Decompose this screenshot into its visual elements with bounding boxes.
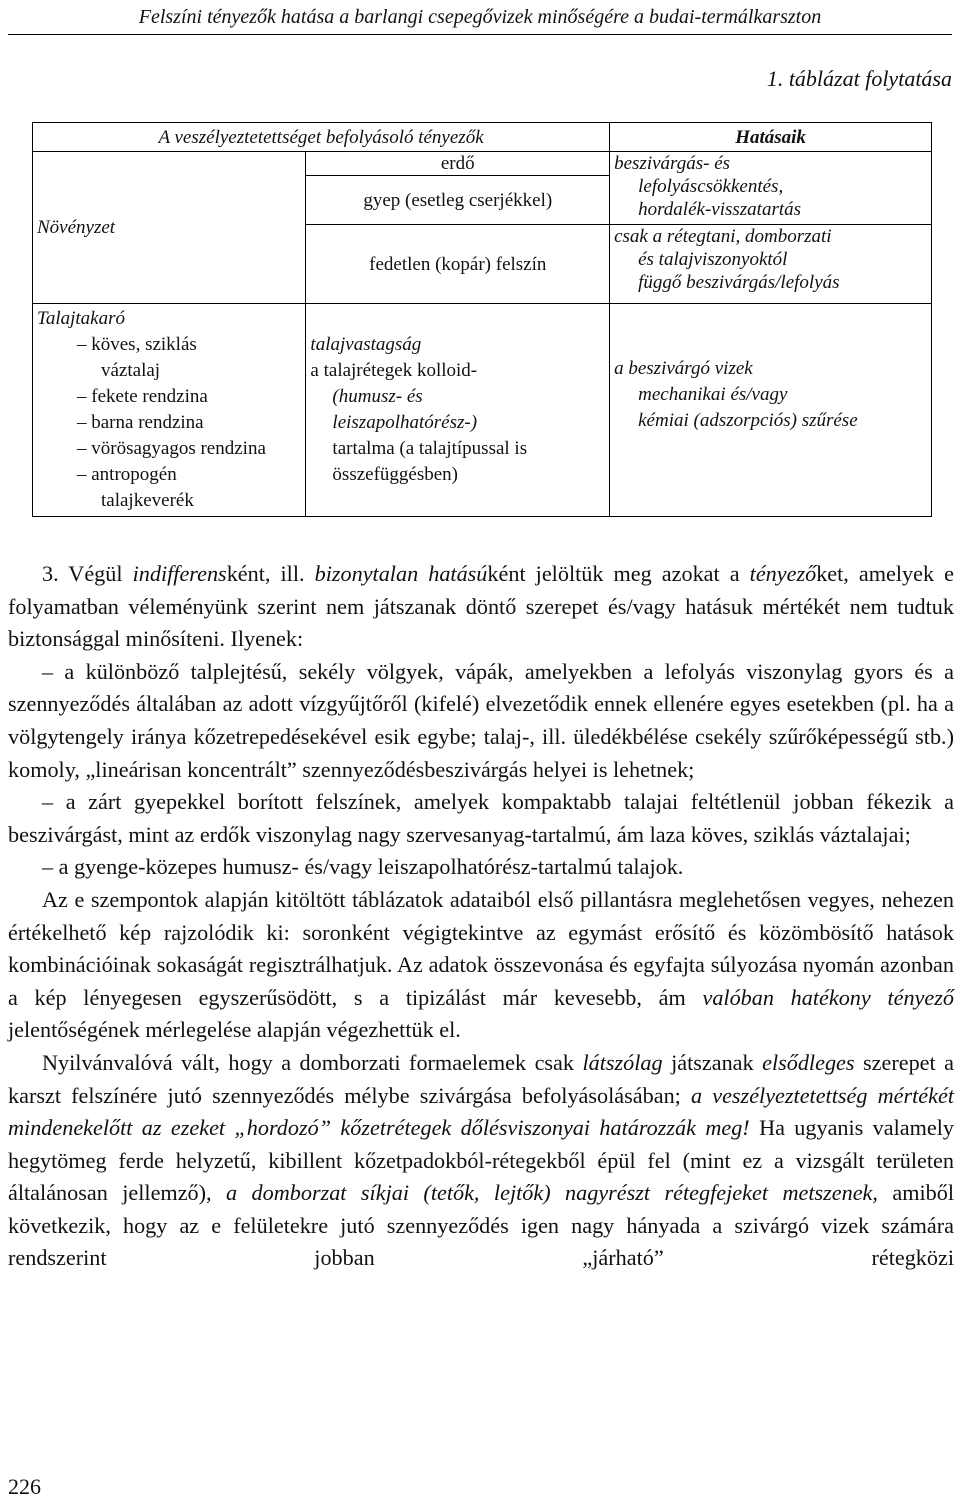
text-run-italic: indifferens	[132, 561, 227, 586]
header-rule	[8, 34, 952, 35]
text-run: 3. Végül	[42, 561, 133, 586]
running-title: Felszíni tényezők hatása a barlangi csepegővizek minőségére a budai-termálkarszton	[138, 6, 822, 28]
header-effects: Hatásaik	[610, 123, 932, 152]
soil-type: – köves, sziklás	[77, 334, 197, 355]
soil-properties	[306, 304, 610, 517]
soil-effect: a beszivárgó vizek	[614, 358, 753, 379]
paragraph-1	[8, 558, 954, 656]
text-run: Ha ugyanis valamely hegytömeg ferde helyzetű, kibillent kőzetpadokból-rétegekből épül fel (mint ez a vizsgált területen általánosan jellemző),	[8, 1115, 955, 1206]
bare-text: fedetlen (kopár) felszín	[369, 253, 547, 275]
soil-prop: (humusz- és	[332, 386, 423, 407]
body-text	[8, 558, 954, 1275]
text-run: amiből következik, hogy az e felületekre jutó szennyeződés igen nagy hányada a szivárgó vizek számára rendszerint jobban „járható” rétegközi	[8, 1180, 955, 1271]
soil-cell	[33, 304, 306, 517]
soil-prop: talajvastagság	[310, 334, 422, 355]
effect-line: beszivárgás- és	[614, 153, 731, 174]
soil-effects	[610, 304, 932, 517]
text-run-italic: bizonytalan hatású	[314, 561, 488, 586]
soil-type: talajkeverék	[101, 490, 194, 511]
soil-type: – vörösagyagos rendzina	[77, 438, 266, 459]
soil-type: – antropogén	[77, 464, 177, 485]
vegetation-item-forest	[306, 152, 610, 176]
table-header-row	[33, 123, 932, 152]
soil-prop: tartalma (a talajtípussal is	[332, 438, 528, 459]
running-header	[0, 0, 960, 38]
vegetation-row-1	[33, 152, 932, 176]
factors-table	[32, 122, 932, 517]
forest-text: erdő	[440, 153, 475, 174]
soil-prop: a talajrétegek kolloid-	[310, 360, 478, 381]
soil-type: – fekete rendzina	[77, 386, 208, 407]
text-run-italic: látszólag	[582, 1049, 663, 1075]
soil-row	[33, 304, 932, 517]
bullet-2: – a zárt gyepekkel borított felszínek, amelyek kompaktabb talajai feltétlenül jobban fékezik a beszivárgást, mint az erdők viszonylag nagy szervesanyag-tartalmú, ám laza köves, sziklás váztalajai;	[8, 789, 954, 847]
text-run: játszanak	[662, 1049, 763, 1075]
soil-prop: leiszapolhatórész-)	[332, 412, 478, 433]
effect-line: csak a rétegtani, domborzati	[614, 226, 832, 247]
soil-effect: mechanikai és/vagy	[638, 384, 788, 405]
vegetation-item-grass	[306, 176, 610, 225]
soil-label: Talajtakaró	[37, 308, 125, 329]
effect-line: függő beszivárgás/lefolyás	[638, 272, 840, 293]
text-run-italic: tényező	[749, 561, 817, 586]
text-run: Nyilvánvalóvá vált, hogy a domborzati formaelemek csak	[42, 1049, 583, 1075]
soil-effect: kémiai (adszorpciós) szűrése	[638, 410, 858, 431]
effect-line: és talajviszonyoktól	[638, 249, 788, 270]
effect-line: lefolyáscsökkentés,	[638, 176, 784, 197]
text-run: jelentőségének mérlegelése alapján végezhettük el.	[8, 1017, 461, 1043]
page-number: 226	[8, 1474, 41, 1499]
bullet-1: – a különböző talplejtésű, sekély völgyek, vápák, amelyekben a lefolyás viszonylag gyors és a szennyeződés általában az adott vízgyűjtőről (kifelé) elvezetődik ennek ellenére egyes esetekben (pl. ha a völgytengely iránya kőzetrepedésekével esik egybe; talaj-, ill. üledékbélése csekély szűrőképességű stb.) komoly, „lineárisan koncentrált” szennyeződésbeszivárgás helyei is lehetnek;	[8, 658, 954, 782]
vegetation-label: Növényzet	[33, 152, 306, 304]
bullet-3: – a gyenge-közepes humusz- és/vagy leiszapolhatórész-tartalmú talajok.	[42, 854, 684, 880]
paragraph-2	[8, 884, 954, 1047]
text-run-italic: elsődleges	[762, 1049, 855, 1075]
text-run: ként, ill.	[226, 561, 315, 586]
soil-prop: összefüggésben)	[332, 464, 458, 485]
soil-type: – barna rendzina	[77, 412, 204, 433]
text-run: Az e szempontok alapján kitöltött táblázatok adataiból első pillantásra meglehetősen vegyes, nehezen értékelhető kép rajzolódik ki: soronként végigtekintve az egymást erősítő és közömbösítő hatások kombinációinak sokaságát regisztrálhatjuk. Az adatok összevonása és egyfajta súlyozása nyomán azonban a kép lényegesen egyszerűsödött, s a tipizálást már kevesebb, ám	[8, 886, 954, 1010]
grass-text: gyep (esetleg cserjékkel)	[363, 189, 553, 211]
text-run-italic: a domborzat síkjai (tetők, lejtők) nagyrészt rétegfejeket metszenek,	[226, 1180, 878, 1206]
vegetation-item-bare	[306, 225, 610, 304]
soil-type: váztalaj	[101, 360, 161, 381]
text-run-italic: valóban hatékony tényező	[702, 984, 954, 1010]
text-run: ként jelöltük meg azokat a	[487, 561, 750, 586]
text-run-italic: a veszélyeztetettség mértékét mindenekelőtt az ezeket „hordozó” kőzetrétegek dőlésviszonyai határozzák meg!	[8, 1082, 954, 1141]
effect-line: hordalék-visszatartás	[638, 199, 802, 220]
vegetation-effect-1	[610, 152, 932, 225]
header-factors: A veszélyeztetettséget befolyásoló tényezők	[33, 123, 610, 152]
table-caption: 1. táblázat folytatása	[766, 66, 952, 91]
text-run: ket, amelyek e folyamatban véleményünk szerint nem játszanak döntő szerepet és/vagy hatásuk mértékét nem tudtuk biztonsággal minősíteni. Ilyenek:	[8, 561, 954, 652]
paragraph-3	[8, 1047, 954, 1275]
vegetation-effect-2	[610, 225, 932, 304]
text-run: szerepet a karszt felszínére jutó szennyeződés mélybe szivárgása befolyásolásában;	[8, 1049, 954, 1108]
